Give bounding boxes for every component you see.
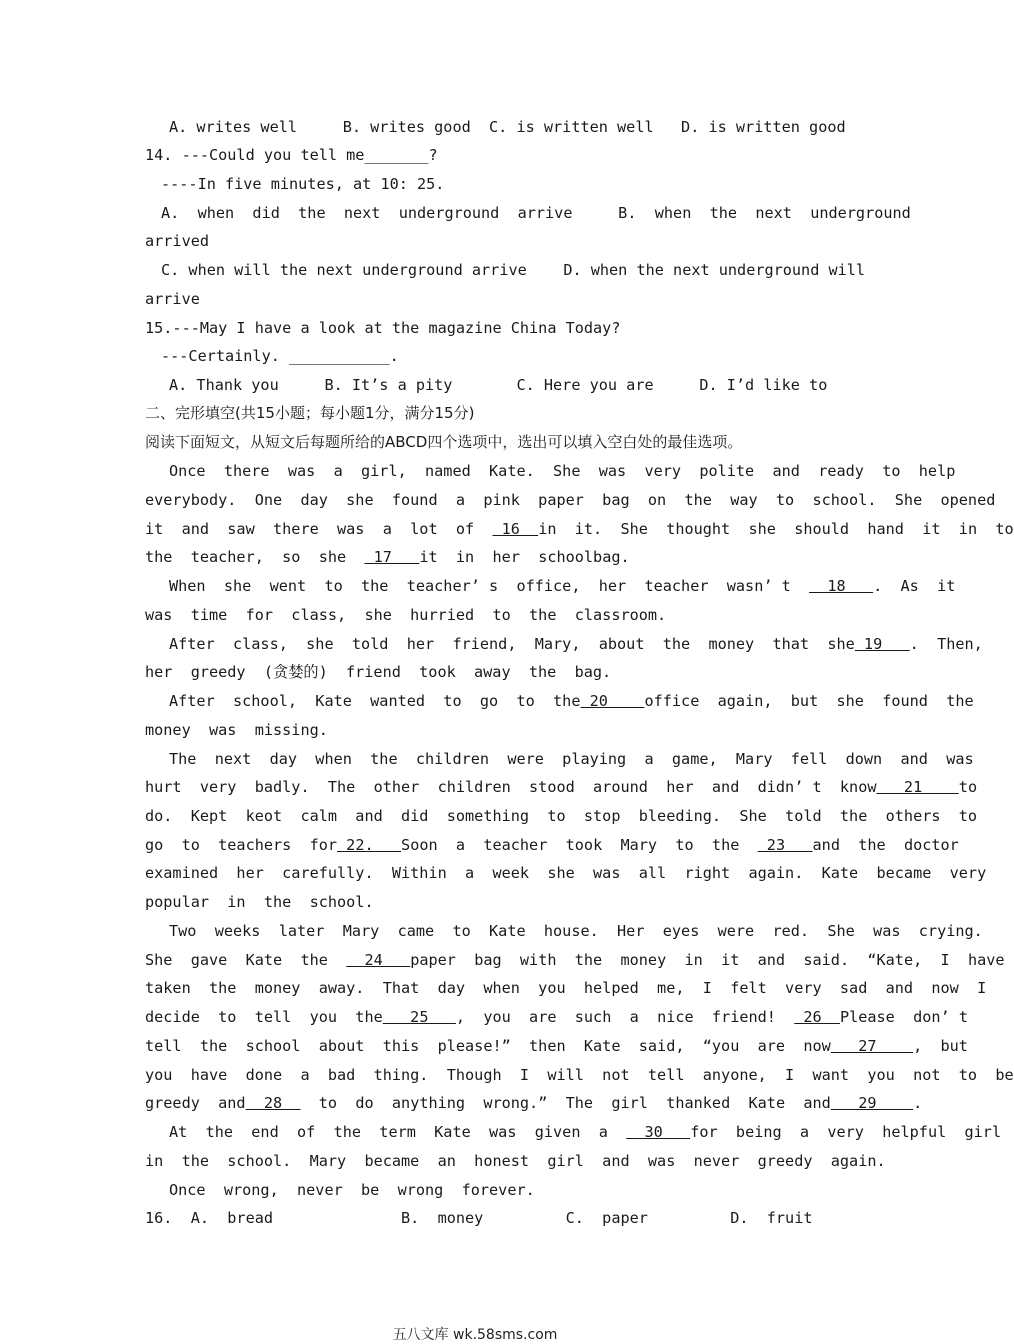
blank-20: 20 <box>580 692 645 710</box>
blank-21: 21 <box>876 778 959 796</box>
q15-question: 15.---May I have a look at the magazine China Today? <box>145 319 621 337</box>
blank-16: 16 <box>492 520 539 538</box>
q14-question: 14. ---Could you tell me_______? <box>145 146 438 164</box>
q15-options: A. Thank you B. It’s a pity C. Here you are D. I’d like to <box>169 376 828 394</box>
blank-24: 24 <box>346 951 411 969</box>
q14-options-cd-wrap: arrive <box>145 290 200 308</box>
passage-line: She gave Kate the 24 paper bag with the money in it and said. “Kate, I have <box>145 951 1005 969</box>
passage-line: it and saw there was a lot of 16 in it. She thought she should hand it in to <box>145 520 1014 538</box>
passage-line: you have done a bad thing. Though I will not tell anyone, I want you not to be <box>145 1066 1014 1084</box>
passage-line: decide to tell you the 25 , you are such a nice friend! 26 Please don’ t <box>145 1008 968 1026</box>
passage-line: do. Kept keot calm and did something to stop bleeding. She told the others to <box>145 807 978 825</box>
passage-line: hurt very badly. The other children stood around her and didn’ t know 21 to <box>145 778 978 796</box>
footer-watermark: 五八文库 wk.58sms.com <box>392 1327 558 1343</box>
section-instruction: 阅读下面短文，从短文后每题所给的ABCD四个选项中，选出可以填入空白处的最佳选项。 <box>145 433 743 451</box>
blank-30: 30 <box>626 1123 691 1141</box>
blank-28: 28 <box>245 1094 301 1112</box>
passage-line: her greedy (贪婪的) friend took away the bag. <box>145 663 612 681</box>
passage-line: everybody. One day she found a pink paper bag on the way to school. She opened <box>145 491 996 509</box>
passage-line: popular in the school. <box>145 893 374 911</box>
passage-line: taken the money away. That day when you helped me, I felt very sad and now I <box>145 979 987 997</box>
blank-27: 27 <box>830 1037 914 1055</box>
passage-line: Once wrong, never be wrong forever. <box>169 1181 535 1199</box>
q14-options-cd: C. when will the next underground arrive D. when the next underground will <box>161 261 866 279</box>
passage-line: The next day when the children were playing a game, Mary fell down and was <box>169 750 974 768</box>
blank-29: 29 <box>830 1094 914 1112</box>
passage-line: examined her carefully. Within a week she was all right again. Kate became very <box>145 864 987 882</box>
blank-19: 19 <box>854 635 910 653</box>
blank-18: 18 <box>809 577 874 595</box>
passage-line: go to teachers for 22. Soon a teacher took Mary to the 23 and the doctor <box>145 836 959 854</box>
passage-line: When she went to the teacher’ s office, her teacher wasn’ t 18 . As it <box>169 577 956 595</box>
q16-options: 16. A. bread B. money C. paper D. fruit <box>145 1209 813 1227</box>
q14-answer: ----In five minutes, at 10: 25. <box>161 175 445 193</box>
passage-line: the teacher, so she 17 it in her schoolbag. <box>145 548 630 566</box>
passage-line: was time for class, she hurried to the classroom. <box>145 606 667 624</box>
passage-line: After class, she told her friend, Mary, about the money that she 19 . Then, <box>169 635 983 653</box>
passage-line: tell the school about this please!” then Kate said, “you are now 27 , but <box>145 1037 968 1055</box>
passage-line: At the end of the term Kate was given a 30 for being a very helpful girl <box>169 1123 1002 1141</box>
passage-line: After school, Kate wanted to go to the 20 office again, but she found the <box>169 692 974 710</box>
passage-line: Once there was a girl, named Kate. She was very polite and ready to help <box>169 462 956 480</box>
blank-25: 25 <box>382 1008 456 1026</box>
blank-23: 23 <box>757 836 813 854</box>
q14-options-ab: A. when did the next underground arrive B. when the next underground <box>161 204 911 222</box>
blank-22: 22. <box>337 836 402 854</box>
passage-line: greedy and 28 to do anything wrong.” The girl thanked Kate and 29 . <box>145 1094 923 1112</box>
q14-options-ab-wrap: arrived <box>145 232 210 250</box>
blank-26: 26 <box>794 1008 840 1026</box>
blank-17: 17 <box>364 548 420 566</box>
q15-response: ---Certainly. ___________. <box>161 347 399 365</box>
passage-line: money was missing. <box>145 721 328 739</box>
passage-line: Two weeks later Mary came to Kate house. Her eyes were red. She was crying. <box>169 922 983 940</box>
section-heading: 二、完形填空(共15小题；每小题1分，满分15分) <box>145 404 475 422</box>
passage-line: in the school. Mary became an honest girl and was never greedy again. <box>145 1152 886 1170</box>
q13-options: A. writes well B. writes good C. is written well D. is written good <box>169 118 846 136</box>
